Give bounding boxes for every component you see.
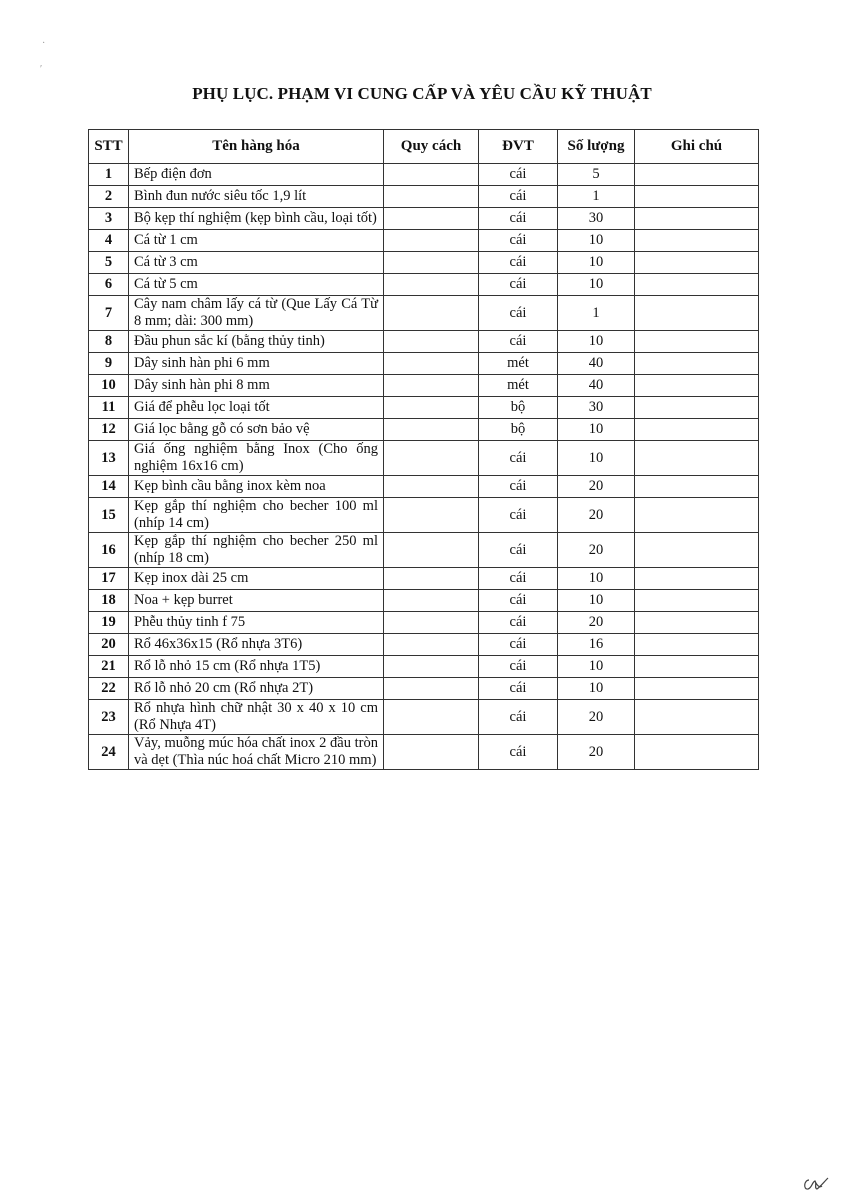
row-note [635, 331, 759, 353]
row-note [635, 612, 759, 634]
row-name: Giá ống nghiệm bằng Inox (Cho ống nghiệm 16x16 cm) [129, 441, 384, 476]
table-row [89, 164, 759, 186]
row-name: Noa + kẹp burret [129, 590, 384, 612]
row-name: Kẹp inox dài 25 cm [129, 568, 384, 590]
row-stt: 5 [89, 252, 129, 274]
row-spec [384, 252, 479, 274]
row-unit: cái [479, 331, 558, 353]
row-note [635, 735, 759, 770]
row-unit: cái [479, 164, 558, 186]
row-spec [384, 656, 479, 678]
row-spec [384, 419, 479, 441]
row-unit: mét [479, 375, 558, 397]
row-name: Dây sinh hàn phi 8 mm [129, 375, 384, 397]
row-note [635, 700, 759, 735]
row-note [635, 208, 759, 230]
row-qty: 30 [558, 208, 635, 230]
row-name: Cá từ 5 cm [129, 274, 384, 296]
row-note [635, 476, 759, 498]
row-unit: mét [479, 353, 558, 375]
row-note [635, 252, 759, 274]
table-row [89, 252, 759, 274]
table-row [89, 375, 759, 397]
row-name: Kẹp gắp thí nghiệm cho becher 100 ml (nhíp 14 cm) [129, 498, 384, 533]
row-qty: 10 [558, 230, 635, 252]
table-row [89, 700, 759, 735]
row-spec [384, 164, 479, 186]
row-unit: cái [479, 186, 558, 208]
row-unit: bộ [479, 397, 558, 419]
row-spec [384, 186, 479, 208]
row-note [635, 296, 759, 331]
table-row [89, 419, 759, 441]
row-spec [384, 612, 479, 634]
row-stt: 4 [89, 230, 129, 252]
scan-speck: ʹ [40, 64, 43, 75]
row-spec [384, 678, 479, 700]
header-spec: Quy cách [384, 130, 479, 164]
row-qty: 1 [558, 186, 635, 208]
row-spec [384, 590, 479, 612]
row-stt: 9 [89, 353, 129, 375]
signature-initials [800, 1172, 830, 1194]
row-stt: 24 [89, 735, 129, 770]
table-row [89, 634, 759, 656]
table-row [89, 678, 759, 700]
supply-table [88, 129, 759, 770]
row-name: Rổ nhựa hình chữ nhật 30 x 40 x 10 cm (Rổ Nhựa 4T) [129, 700, 384, 735]
row-qty: 10 [558, 656, 635, 678]
row-stt: 23 [89, 700, 129, 735]
row-spec [384, 274, 479, 296]
row-qty: 10 [558, 441, 635, 476]
table-row [89, 208, 759, 230]
row-stt: 6 [89, 274, 129, 296]
row-stt: 2 [89, 186, 129, 208]
row-stt: 10 [89, 375, 129, 397]
row-qty: 20 [558, 700, 635, 735]
row-stt: 1 [89, 164, 129, 186]
row-name: Bình đun nước siêu tốc 1,9 lít [129, 186, 384, 208]
row-stt: 13 [89, 441, 129, 476]
row-name: Phễu thủy tinh f 75 [129, 612, 384, 634]
row-unit: cái [479, 230, 558, 252]
row-stt: 18 [89, 590, 129, 612]
table-row [89, 568, 759, 590]
row-spec [384, 331, 479, 353]
row-name: Cây nam châm lấy cá từ (Que Lấy Cá Từ 8 mm; dài: 300 mm) [129, 296, 384, 331]
row-name: Cá từ 3 cm [129, 252, 384, 274]
row-stt: 11 [89, 397, 129, 419]
row-qty: 10 [558, 419, 635, 441]
row-spec [384, 498, 479, 533]
row-spec [384, 700, 479, 735]
row-name: Kẹp bình cầu bằng inox kèm noa [129, 476, 384, 498]
table-row [89, 612, 759, 634]
row-name: Đầu phun sắc kí (bằng thủy tinh) [129, 331, 384, 353]
scan-speck: · [42, 38, 46, 49]
row-name: Bếp điện đơn [129, 164, 384, 186]
row-name: Dây sinh hàn phi 6 mm [129, 353, 384, 375]
row-qty: 10 [558, 274, 635, 296]
row-unit: cái [479, 208, 558, 230]
row-stt: 20 [89, 634, 129, 656]
table-row [89, 735, 759, 770]
row-unit: cái [479, 612, 558, 634]
row-spec [384, 397, 479, 419]
row-note [635, 678, 759, 700]
row-stt: 21 [89, 656, 129, 678]
row-qty: 20 [558, 533, 635, 568]
row-stt: 12 [89, 419, 129, 441]
table-row [89, 353, 759, 375]
row-stt: 17 [89, 568, 129, 590]
header-note: Ghi chú [635, 130, 759, 164]
row-qty: 10 [558, 678, 635, 700]
row-name: Vảy, muỗng múc hóa chất inox 2 đầu tròn và dẹt (Thìa núc hoá chất Micro 210 mm) [129, 735, 384, 770]
row-unit: cái [479, 678, 558, 700]
row-spec [384, 230, 479, 252]
row-stt: 15 [89, 498, 129, 533]
header-name: Tên hàng hóa [129, 130, 384, 164]
row-spec [384, 375, 479, 397]
row-unit: cái [479, 252, 558, 274]
header-qty: Số lượng [558, 130, 635, 164]
row-unit: cái [479, 735, 558, 770]
row-spec [384, 634, 479, 656]
row-qty: 20 [558, 735, 635, 770]
table-row [89, 476, 759, 498]
table-row [89, 441, 759, 476]
header-stt: STT [89, 130, 129, 164]
row-spec [384, 441, 479, 476]
row-qty: 20 [558, 476, 635, 498]
row-unit: cái [479, 656, 558, 678]
row-unit: cái [479, 296, 558, 331]
table-row [89, 498, 759, 533]
row-stt: 16 [89, 533, 129, 568]
table-row [89, 274, 759, 296]
row-name: Giá để phễu lọc loại tốt [129, 397, 384, 419]
row-stt: 14 [89, 476, 129, 498]
row-spec [384, 476, 479, 498]
table-row [89, 186, 759, 208]
row-spec [384, 296, 479, 331]
table-row [89, 397, 759, 419]
row-name: Bộ kẹp thí nghiệm (kẹp bình cầu, loại tốt) [129, 208, 384, 230]
row-qty: 20 [558, 612, 635, 634]
row-stt: 3 [89, 208, 129, 230]
row-unit: cái [479, 533, 558, 568]
table-row [89, 533, 759, 568]
row-name: Rổ lỗ nhỏ 15 cm (Rổ nhựa 1T5) [129, 656, 384, 678]
table-row [89, 331, 759, 353]
row-qty: 40 [558, 375, 635, 397]
row-unit: bộ [479, 419, 558, 441]
row-note [635, 164, 759, 186]
row-qty: 30 [558, 397, 635, 419]
row-note [635, 230, 759, 252]
table-row [89, 656, 759, 678]
row-unit: cái [479, 634, 558, 656]
row-note [635, 634, 759, 656]
page-title: PHỤ LỤC. PHẠM VI CUNG CẤP VÀ YÊU CẦU KỸ THUẬT [192, 84, 652, 103]
row-note [635, 353, 759, 375]
row-qty: 40 [558, 353, 635, 375]
row-qty: 10 [558, 590, 635, 612]
row-qty: 16 [558, 634, 635, 656]
row-note [635, 441, 759, 476]
row-unit: cái [479, 700, 558, 735]
row-qty: 1 [558, 296, 635, 331]
row-name: Kẹp gắp thí nghiệm cho becher 250 ml (nhíp 18 cm) [129, 533, 384, 568]
row-spec [384, 353, 479, 375]
table-row [89, 590, 759, 612]
row-unit: cái [479, 568, 558, 590]
header-unit: ĐVT [479, 130, 558, 164]
table-row [89, 296, 759, 331]
row-unit: cái [479, 274, 558, 296]
row-stt: 8 [89, 331, 129, 353]
row-qty: 10 [558, 331, 635, 353]
row-spec [384, 533, 479, 568]
row-note [635, 419, 759, 441]
row-spec [384, 735, 479, 770]
row-note [635, 274, 759, 296]
row-qty: 5 [558, 164, 635, 186]
row-note [635, 533, 759, 568]
row-spec [384, 208, 479, 230]
row-unit: cái [479, 498, 558, 533]
row-qty: 20 [558, 498, 635, 533]
row-note [635, 375, 759, 397]
table-header-row [89, 130, 759, 164]
row-note [635, 568, 759, 590]
table-row [89, 230, 759, 252]
row-note [635, 590, 759, 612]
row-note [635, 186, 759, 208]
row-name: Giá lọc bằng gỗ có sơn bảo vệ [129, 419, 384, 441]
row-stt: 22 [89, 678, 129, 700]
row-name: Cá từ 1 cm [129, 230, 384, 252]
row-note [635, 656, 759, 678]
row-name: Rổ lỗ nhỏ 20 cm (Rổ nhựa 2T) [129, 678, 384, 700]
row-spec [384, 568, 479, 590]
row-note [635, 498, 759, 533]
row-qty: 10 [558, 568, 635, 590]
row-qty: 10 [558, 252, 635, 274]
row-note [635, 397, 759, 419]
row-stt: 19 [89, 612, 129, 634]
row-unit: cái [479, 590, 558, 612]
row-unit: cái [479, 441, 558, 476]
row-unit: cái [479, 476, 558, 498]
row-name: Rổ 46x36x15 (Rổ nhựa 3T6) [129, 634, 384, 656]
row-stt: 7 [89, 296, 129, 331]
